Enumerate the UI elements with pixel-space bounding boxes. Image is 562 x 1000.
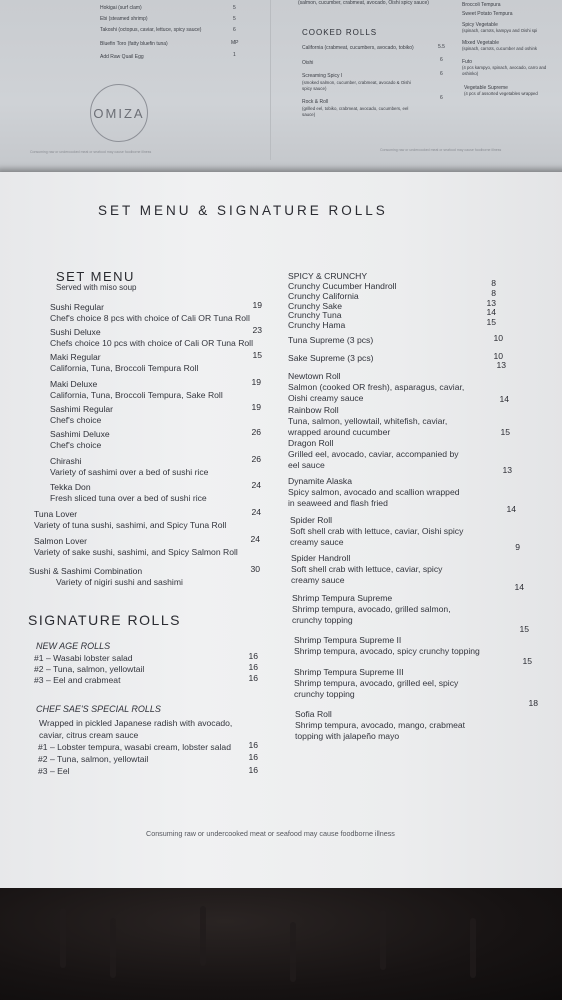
set-menu-item-desc: California, Tuna, Broccoli Tempura, Sake Roll (50, 390, 223, 400)
set-menu-item-price: 19 (252, 300, 262, 310)
back-item-price: MP (231, 40, 239, 46)
back-menu-page (0, 0, 562, 172)
back-item-desc: (4 pcs kampyo, spinach, avocado, carro and oshinko) (462, 65, 547, 76)
foodborne-illness-notice: Consuming raw or undercooked meat or seafood may cause foodborne illness (146, 829, 395, 838)
set-menu-item-price: 30 (250, 564, 260, 574)
set-menu-item-name: Chirashi (50, 456, 82, 466)
back-item-price: 6 (440, 95, 443, 101)
chef-sae-desc: caviar, citrus cream sauce (39, 730, 139, 740)
back-item-name: Rock & Roll (302, 99, 329, 105)
spicy-item-name: Crunchy Tuna (288, 310, 342, 321)
roll-price: 15 (522, 656, 532, 666)
item-price: 16 (248, 662, 258, 672)
set-menu-item-name: Sushi Regular (50, 302, 104, 312)
roll-desc: Grilled eel, avocado, caviar, accompanied by (288, 449, 459, 459)
new-age-heading: NEW AGE ROLLS (36, 641, 111, 651)
back-footer-note: Consuming raw or undercooked meat or seafood may cause foodborne illness (30, 150, 152, 154)
back-item-desc: (spinach, carrots, kampyo and Oishi spi (462, 28, 538, 33)
roll-name: Sofia Roll (295, 709, 332, 719)
back-item-price: 5.5 (438, 44, 445, 50)
list-item: #3 – Eel and crabmeat (34, 675, 121, 685)
back-item-name: Oishi (302, 60, 314, 66)
back-item-price: 5 (233, 16, 236, 22)
set-menu-item-name: Sashimi Deluxe (50, 429, 110, 439)
roll-price: 18 (528, 698, 538, 708)
set-menu-item-price: 24 (251, 480, 261, 490)
set-menu-item-desc: Chef's choice (50, 415, 102, 425)
back-item-name: Bluefin Toro (fatty bluefin tuna) (100, 41, 168, 47)
roll-desc: Shrimp tempura, avocado, grilled salmon, (292, 604, 451, 614)
roll-desc: crunchy topping (294, 689, 355, 699)
roll-price: 9 (515, 542, 520, 552)
back-item-price: 6 (440, 71, 443, 77)
roll-name: Sake Supreme (3 pcs) (288, 353, 374, 363)
back-item-name: Futo (462, 59, 473, 65)
spicy-item-name: Crunchy Sake (288, 300, 342, 311)
roll-price: 10 (493, 333, 503, 343)
item-price: 16 (248, 673, 258, 683)
roll-desc: creamy sauce (290, 537, 344, 547)
list-item: #3 – Eel (38, 766, 70, 776)
roll-desc: topping with jalapeño mayo (295, 731, 400, 741)
roll-name: Dragon Roll (288, 438, 334, 448)
roll-desc: creamy sauce (291, 575, 345, 585)
set-menu-item-price: 19 (251, 402, 261, 412)
table-surface (0, 888, 562, 1000)
set-menu-item-desc: Chef's choice 8 pcs with choice of Cali OR Tuna Roll (50, 313, 250, 323)
roll-desc: Soft shell crab with lettuce, caviar, spicy (291, 564, 443, 574)
item-price: 16 (248, 752, 258, 762)
set-menu-item-desc: Variety of sashimi over a bed of sushi rice (50, 467, 209, 477)
list-item: #1 – Lobster tempura, wasabi cream, lobster salad (38, 742, 231, 752)
roll-desc: in seaweed and flash fried (288, 498, 388, 508)
carpet-texture (470, 918, 476, 978)
set-menu-item-name: Maki Regular (50, 352, 101, 362)
set-menu-item-name: Salmon Lover (34, 536, 88, 546)
item-price: 16 (248, 740, 258, 750)
roll-desc: Spicy salmon, avocado and scallion wrapped (288, 487, 460, 497)
roll-desc: Oishi creamy sauce (288, 393, 364, 403)
roll-desc: eel sauce (288, 460, 325, 470)
set-menu-item-desc: Variety of sake sushi, sashimi, and Spicy Salmon Roll (34, 547, 238, 557)
roll-name: Shrimp Tempura Supreme (292, 593, 393, 603)
carpet-texture (110, 918, 116, 978)
back-footer-note: Consuming raw or undercooked meat or seafood may cause foodborne illness (380, 148, 502, 152)
back-item-name: Broccoli Tempura (462, 2, 501, 8)
set-menu-item-name: Sashimi Regular (50, 404, 114, 414)
roll-name: Spider Handroll (291, 553, 351, 563)
roll-price: 13 (496, 360, 506, 370)
back-item-price: 6 (233, 27, 236, 33)
back-item-name: Hokigai (surf clam) (100, 5, 142, 11)
spicy-item-price: 13 (486, 297, 496, 308)
spicy-item-price: 14 (486, 307, 496, 318)
roll-name: Spider Roll (290, 515, 333, 525)
spicy-item-name: Crunchy Hama (288, 320, 346, 331)
set-menu-item-name: Tekka Don (50, 482, 91, 492)
back-item-name: Add Raw Quail Egg (100, 54, 144, 60)
back-item-desc: (grilled eel, tobiko, crabmeat, avocado, cucumbers, eel sauce) (302, 106, 409, 117)
roll-desc: Soft shell crab with lettuce, caviar, Oishi spicy (290, 526, 464, 536)
set-menu-item-name: Tuna Lover (34, 509, 78, 519)
set-menu-item-price: 23 (252, 325, 262, 335)
set-menu-item-name: Sushi & Sashimi Combination (29, 566, 143, 576)
back-item-name: Screaming Spicy I (302, 73, 343, 79)
roll-desc: wrapped around cucumber (288, 427, 391, 437)
roll-name: Shrimp Tempura Supreme III (294, 667, 404, 677)
page-fold (270, 0, 271, 160)
spicy-item-price: 8 (491, 287, 496, 298)
set-menu-item-name: Sushi Deluxe (50, 327, 101, 337)
set-menu-item-price: 24 (250, 534, 260, 544)
roll-desc: Tuna, salmon, yellowtail, whitefish, caviar, (288, 416, 448, 426)
roll-price: 14 (514, 582, 524, 592)
roll-price: 15 (500, 427, 510, 437)
back-item-name: Spicy Vegetable (462, 22, 498, 28)
roll-name: Rainbow Roll (288, 405, 339, 415)
menu-page (0, 172, 562, 888)
set-menu-subheading: Served with miso soup (56, 283, 137, 292)
signature-rolls-heading: SIGNATURE ROLLS (28, 612, 181, 628)
roll-price: 10 (493, 351, 503, 361)
back-item-desc: (4 pcs of assorted vegetables wrapped (464, 91, 538, 96)
roll-desc: Salmon (cooked OR fresh), asparagus, caviar, (288, 382, 465, 392)
carpet-texture (200, 906, 206, 966)
roll-desc: Shrimp tempura, avocado, spicy crunchy topping (294, 646, 480, 656)
chef-sae-heading: CHEF SAE'S SPECIAL ROLLS (36, 704, 161, 714)
menu-title: SET MENU & SIGNATURE ROLLS (98, 203, 388, 218)
roll-desc: Shrimp tempura, avocado, grilled eel, spicy (294, 678, 459, 688)
back-item-price: 5 (233, 5, 236, 11)
set-menu-item-desc: California, Tuna, Broccoli Tempura Roll (50, 363, 199, 373)
spicy-crunchy-heading: SPICY & CRUNCHY (288, 271, 368, 281)
spicy-item-price: 8 (491, 278, 496, 288)
chef-sae-desc: Wrapped in pickled Japanese radish with avocado, (39, 718, 233, 728)
cooked-rolls-heading: COOKED ROLLS (302, 28, 378, 37)
set-menu-item-price: 26 (251, 427, 261, 437)
back-item-name: Takoshi (octopus, caviar, lettuce, spicy sauce) (100, 27, 202, 33)
roll-name: Newtown Roll (288, 371, 341, 381)
set-menu-item-price: 26 (251, 454, 261, 464)
roll-name: Shrimp Tempura Supreme II (294, 635, 402, 645)
restaurant-logo: OMIZA (90, 84, 148, 142)
set-menu-item-desc: Variety of tuna sushi, sashimi, and Spicy Tuna Roll (34, 520, 227, 530)
item-price: 16 (248, 765, 258, 775)
back-item-name: Sweet Potato Tempura (462, 11, 513, 17)
carpet-texture (290, 922, 296, 982)
roll-name: Tuna Supreme (3 pcs) (288, 335, 374, 345)
carpet-texture (380, 910, 386, 970)
list-item: #1 – Wasabi lobster salad (34, 653, 133, 663)
back-item-name: Ebi (steamed shrimp) (100, 16, 148, 22)
back-item-price: 6 (440, 57, 443, 63)
roll-price: 14 (506, 504, 516, 514)
item-price: 16 (248, 651, 258, 661)
set-menu-item-name: Maki Deluxe (50, 379, 98, 389)
spicy-item-price: 15 (486, 317, 496, 328)
set-menu-item-desc: Fresh sliced tuna over a bed of sushi rice (50, 493, 207, 503)
back-fragment: (salmon, cucumber, crabmeat, avocado, Oishi spicy sauce) (298, 0, 429, 6)
set-menu-item-desc: Chefs choice 10 pcs with choice of Cali OR Tuna Roll (50, 338, 254, 348)
back-item-name: Mixed Vegetable (462, 40, 499, 46)
roll-price: 15 (519, 624, 529, 634)
back-item-name: Vegetable Supreme (464, 85, 508, 91)
carpet-texture (60, 908, 66, 968)
list-item: #2 – Tuna, salmon, yellowtail (38, 754, 149, 764)
spicy-item-name: Crunchy California (288, 290, 359, 301)
list-item: #2 – Tuna, salmon, yellowtail (34, 664, 145, 674)
set-menu-item-desc: Variety of nigiri sushi and sashimi (56, 577, 183, 587)
roll-name: Dynamite Alaska (288, 476, 353, 486)
spicy-item-name: Crunchy Cucumber Handroll (288, 281, 397, 291)
set-menu-item-desc: Chef's choice (50, 440, 102, 450)
roll-price: 14 (499, 394, 509, 404)
set-menu-heading: SET MENU (56, 269, 135, 284)
set-menu-item-price: 24 (251, 507, 261, 517)
back-item-desc: (spinach, carrots, cucumber and oshink (462, 46, 537, 51)
back-item-price: 1 (233, 52, 236, 58)
back-item-name: California (crabmeat, cucumbers, avocado, tobiko) (302, 45, 414, 51)
roll-desc: Shrimp tempura, avocado, mango, crabmeat (295, 720, 466, 730)
roll-price: 13 (502, 465, 512, 475)
set-menu-item-price: 15 (252, 350, 262, 360)
back-item-desc: (smoked salmon, cucumber, crabmeat, avocado & Oishi spicy sauce) (302, 80, 411, 91)
roll-desc: crunchy topping (292, 615, 353, 625)
set-menu-item-price: 19 (251, 377, 261, 387)
